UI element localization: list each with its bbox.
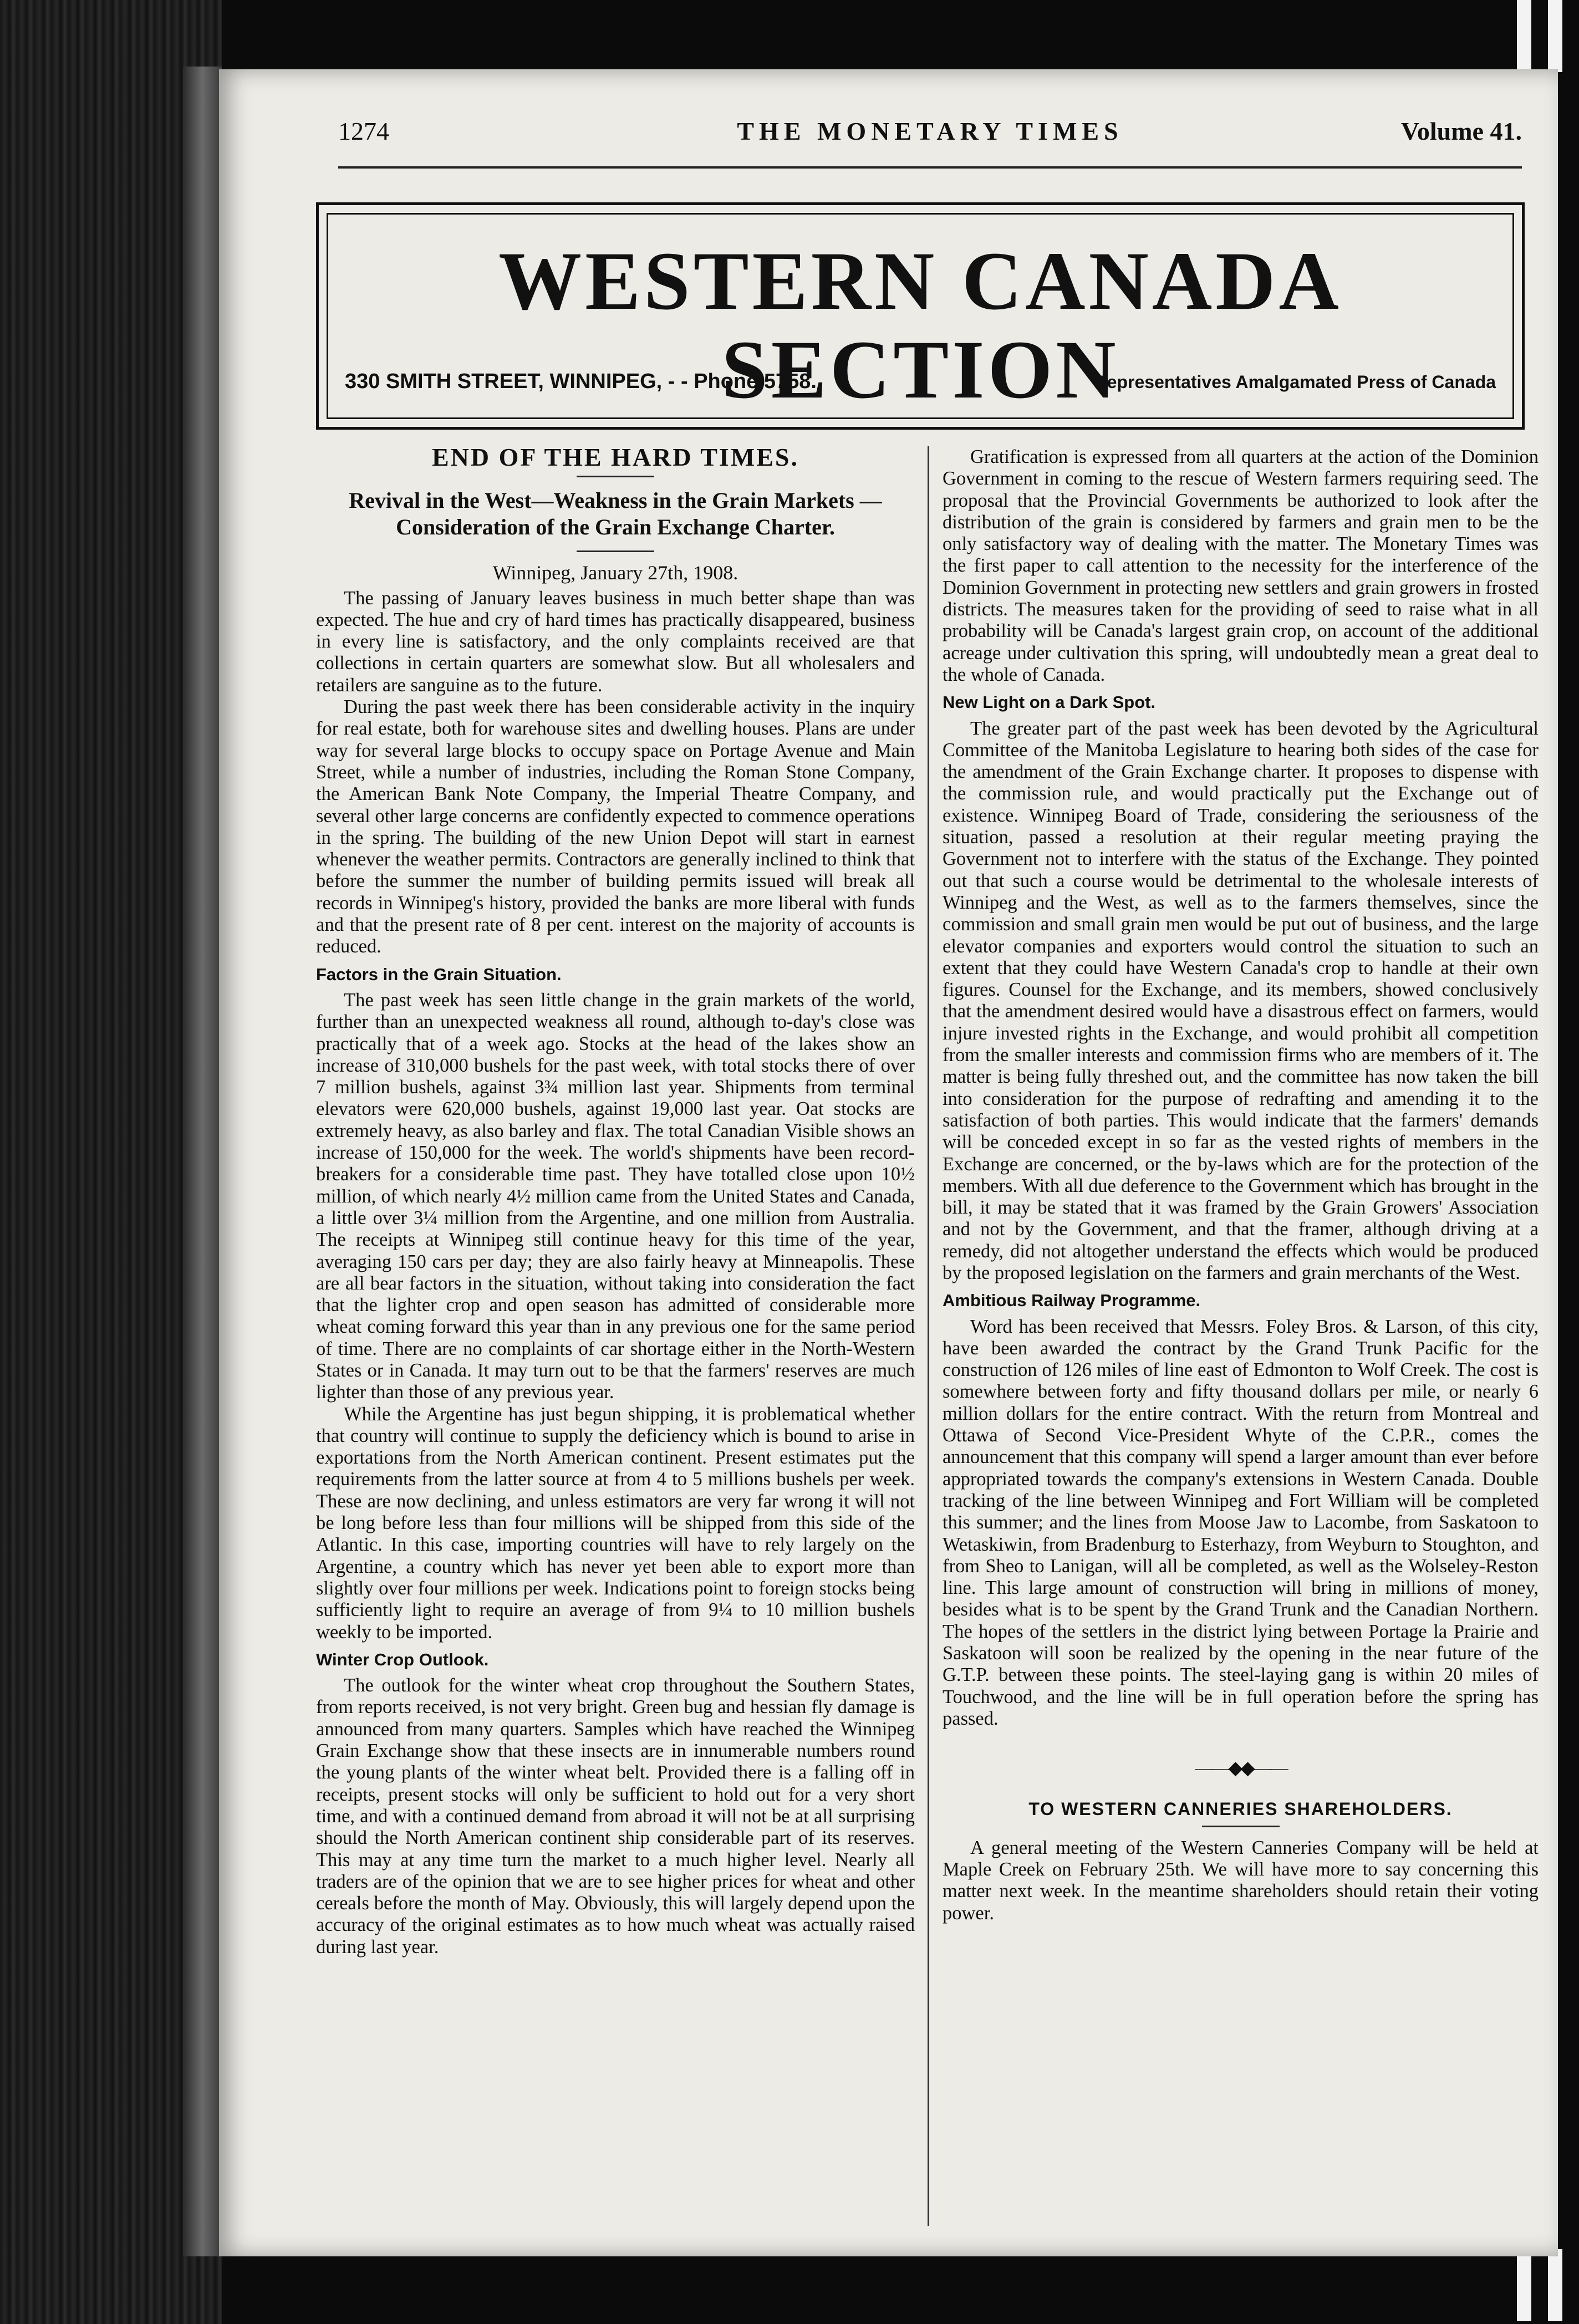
page-gutter (183, 67, 222, 2256)
scan-marks-bottom (1500, 2249, 1562, 2324)
journal-name: THE MONETARY TIMES (737, 117, 1123, 145)
paragraph: During the past week there has been considerable activity in the inquiry for real estate, both for warehouse sites and dwelling houses. Plans are under way for several large blocks to occupy space on Portage Avenue and Main Street, while a number of industries, including the Roman Stone Company, the American Bank Note Company, the Imperial Theatre Company, and several other large concerns are confidently expected to commence operations in the spring. The building of the new Union Depot will start in earnest whenever the weather permits. Contractors are generally inclined to think that before the summer the number of building permits issued will break all records in Winnipeg's history, provided the banks are more liberal with funds and that the present rate of 8 per cent. interest on the majority of accounts is reduced. (316, 696, 915, 957)
paragraph: Gratification is expressed from all quarters at the action of the Dominion Government in coming to the rescue of Western farmers requiring seed. The proposal that the Provincial Governments be authorized to look after the distribution of the grain is considered by farmers and grain men to be the only satisfactory way of dealing with the matter. The Monetary Times was the first paper to call attention to the necessity for the interference of the Dominion Government in protecting new settlers and grain growers in frosted districts. The measures taken for the providing of seed to raise what in all probability will be Canada's largest grain crop, on account of the additional acreage under cultivation this spring, will undoubtedly mean a great deal to the whole of Canada. (943, 446, 1539, 685)
paragraph: The past week has seen little change in the grain markets of the world, further than an unexpected weakness all round, although to-day's close was practically that of a week ago. Stocks at the head of the lakes show an increase of 310,000 bushels for the past week, with total stocks there of over 7 million bushels, against 3¾ million last year. Shipments from terminal elevators were 620,000 bushels, against 19,000 last year. Oat stocks are extremely heavy, as also barley and flax. The total Canadian Visible shows an increase of 150,000 for the week. The world's shipments have been record-breakers for a considerable time past. They have totalled close upon 10½ million, of which nearly 4½ million came from the United States and Canada, a little over 3¼ million from the Argentine, and one million from Australia. The receipts at Winnipeg still continue heavy for this time of the year, averaging 150 cars per day; they are also fairly heavy at Minneapolis. These are all bear factors in the situation, without taking into consideration the fact that the lighter crop and open season has admitted of considerable more wheat coming forward this year than in any previous one for the same period of time. There are no complaints of car shortage either in the North-Western States or in Canada. It may turn out to be that the farmers' reserves are much lighter than those of any previous year. (316, 989, 915, 1403)
left-column (316, 443, 915, 1958)
section-title: WESTERN CANADA SECTION (498, 235, 1342, 416)
notice-text: A general meeting of the Western Canneries Company will be held at Maple Creek on February 25th. We will have more to say concerning this matter next week. In the meantime shareholders should retain their voting power. (943, 1837, 1539, 1924)
dateline: Winnipeg, January 27th, 1908. (492, 562, 738, 584)
paragraph: Word has been received that Messrs. Foley Bros. & Larson, of this city, have been awarded the contract by the Grand Trunk Pacific for the construction of 126 miles of line east of Edmonton to Wolf Creek. The cost is somewhere between forty and fifty thousand dollars per mile, or nearly 6 million dollars for the entire contract. With the return from Montreal and Ottawa of Second Vice-President Whyte of the C.P.R., comes the announcement that this company will spend a larger amount than ever before appropriated towards the company's extensions in Western Canada. Double tracking of the line between Winnipeg and Fort William will be completed this summer; and the lines from Moose Jaw to Lacombe, from Saskatoon to Wetaskiwin, from Bradenburg to Esterhazy, from Weyburn to Stoughton, and from Sheo to Lanigan, will all be completed, as well as the Wolseley-Reston line. This large amount of construction will bring in millions of money, besides what is to be spent by the Grand Trunk and the Canadian Northern. The hopes of the settlers in the district lying between Portage la Prairie and Saskatoon will soon be realized by the opening in the near future of the G.T.P. between these points. The steel-laying gang is within 20 miles of Touchwood, and the line will be in full operation before the spring has passed. (943, 1316, 1539, 1729)
section-masthead (316, 202, 1525, 430)
volume-number: Volume 41. (1400, 117, 1522, 145)
title-rule (577, 476, 654, 477)
newspaper-page (219, 69, 1558, 2256)
scan-marks-top (1500, 0, 1562, 75)
representatives-line: Representatives Amalgamated Press of Canada (1094, 372, 1496, 392)
running-head (338, 116, 1522, 169)
section-heading-dark-spot: New Light on a Dark Spot. (943, 692, 1156, 712)
notice-rule (1202, 1826, 1280, 1827)
section-heading-winter-crop: Winter Crop Outlook. (316, 1649, 489, 1669)
paragraph: The passing of January leaves business in much better shape than was expected. The hue and cry of hard times has practically disappeared, business in every line is satisfactory, and the only complaints received are that collections in certain quarters are somewhat slow. But all wholesalers and retailers are sanguine as to the future. (316, 587, 915, 696)
ornament-divider: ——◆◆—— (1195, 1758, 1286, 1779)
section-heading-railway: Ambitious Railway Programme. (943, 1291, 1201, 1311)
paragraph: While the Argentine has just begun shipping, it is problematical whether that country will continue to supply the deficiency which is bound to arise in exportations from the North American continent. Present estimates put the requirements from the latter source at from 4 to 5 millions bushels per week. These are now declining, and unless estimators are very far wrong it will not be long before less than four millions will be shipped from this side of the Atlantic. In this case, importing countries will have to rely largely on the Argentine, a country which has never yet been able to export more than slightly over four millions per week. Indications point to foreign stocks being sufficiently light to require an average of from 9¼ to 10 million bushels weekly to be imported. (316, 1403, 915, 1643)
section-heading-grain-situation: Factors in the Grain Situation. (316, 964, 562, 984)
office-address: 330 SMITH STREET, WINNIPEG, - - Phone 5758. (345, 370, 817, 393)
article-subtitle: Revival in the West—Weakness in the Grain Markets —Consideration of the Grain Exchange Charter. (349, 488, 882, 540)
paragraph: The greater part of the past week has been devoted by the Agricultural Committee of the Manitoba Legislature to hearing both sides of the case for the amendment of the Grain Exchange charter. It proposes to dispense with the commission rule, and would practically put the Exchange out of existence. Winnipeg Board of Trade, considering the seriousness of the situation, passed a resolution at their regular meeting praying the Government not to interfere with the status of the Exchange. They pointed out that such a course would be detrimental to the wholesale interests of Winnipeg and the West, as well as to the farmers themselves, since the commission and small grain men would be put out of business, and the large elevator companies and exporters would control the situation to such an extent that they could have Western Canada's crop to handle at their own figures. Counsel for the Exchange, and its members, showed conclusively that the amendment desired would have a disastrous effect on farmers, would injure invested rights in the Exchange, and would prohibit all competition from the smaller interests and commission firms who are members of it. The matter is being fully threshed out, and the committee has now taken the bill into consideration for the purpose of redrafting and amending it to the satisfaction of both parties. This would indicate that the farmers' demands will be conceded except in so far as the vested rights of members in the Exchange are concerned, or the by-laws which are for the protection of the members. With all due deference to the Government which has brought in the bill, it may be stated that it was framed by the Grain Growers' Association and not by the Government, and that the framer, although driving at a remedy, did not altogether understand the effects which would be produced by the proposed legislation on the farmers and grain merchants of the West. (943, 717, 1539, 1283)
article-title: END OF THE HARD TIMES. (432, 443, 799, 471)
notice-heading: TO WESTERN CANNERIES SHAREHOLDERS. (1028, 1798, 1453, 1819)
masthead-inner-border (327, 213, 1514, 419)
page-number: 1274 (338, 117, 389, 145)
right-column (943, 446, 1539, 1924)
subtitle-rule (577, 551, 654, 552)
column-rule (928, 446, 929, 2226)
paragraph: The outlook for the winter wheat crop throughout the Southern States, from reports received, is not very bright. Green bug and hessian fly damage is announced from many quarters. Samples which have reached the Winnipeg Grain Exchange show that these insects are in innumerable numbers round the young plants of the winter wheat belt. Provided there is a falling off in receipts, present stocks will only be sufficient to hold out for a very short time, and with a continued demand from abroad it will not be at all surprising should the North American continent ship considerable part of its reserves. This may at any time turn the market to a much higher level. Nearly all traders are of the opinion that we are to see higher prices for wheat and other cereals before the month of May. Obviously, this will largely depend upon the accuracy of the original estimates as to how much wheat was actually raised during last year. (316, 1675, 915, 1958)
